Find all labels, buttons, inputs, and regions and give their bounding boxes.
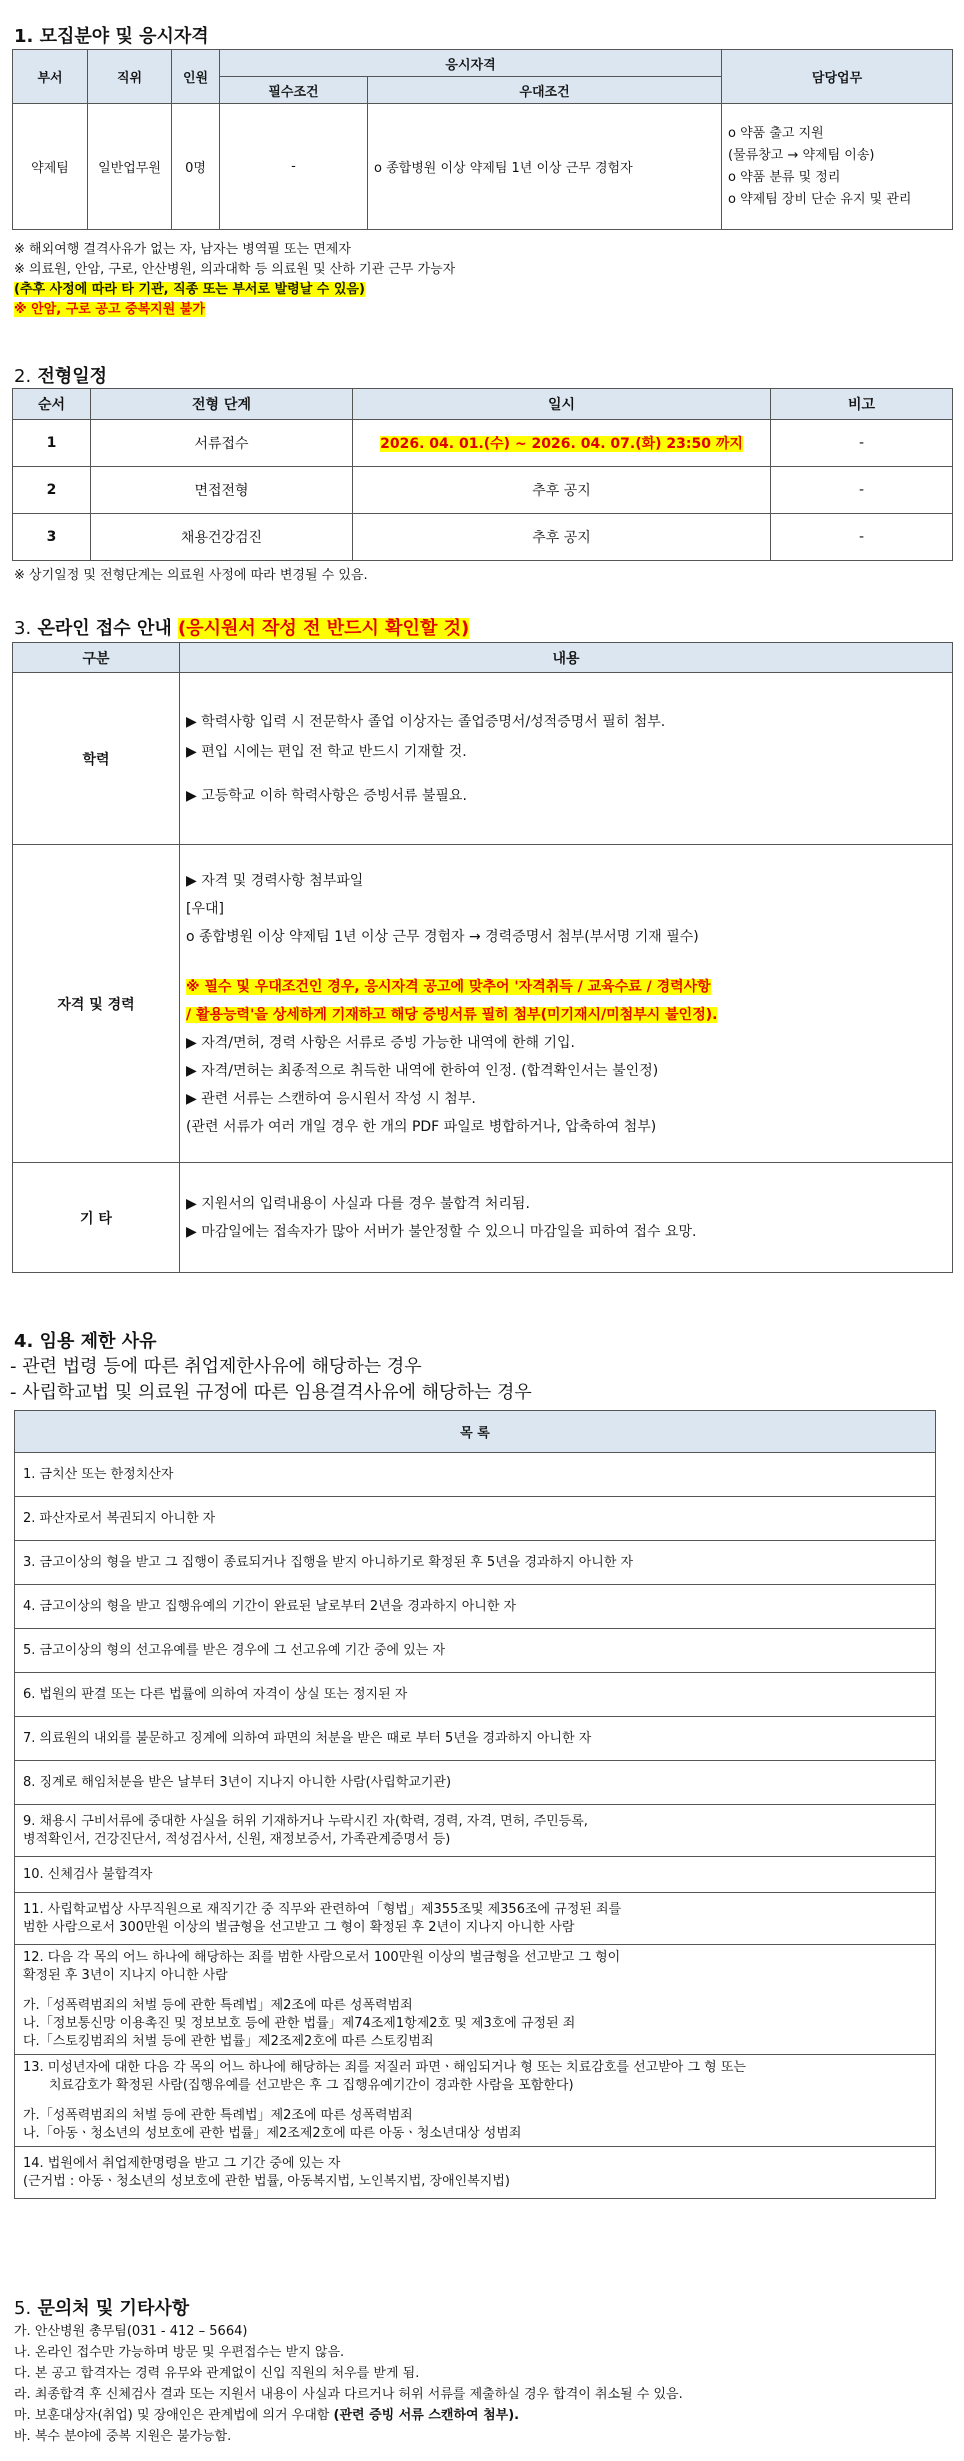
note-bold: (추후 사정에 따라 타 기관, 직종 또는 부서로 발령날 수 있음) xyxy=(14,282,365,297)
table-row: 3 채용건강검진 추후 공지 - xyxy=(13,514,953,561)
list-item: 3. 금고이상의 형을 받고 그 집행이 종료되거나 집행을 받지 아니하기로 확정된 후 5년을 경과하지 아니한 자 xyxy=(15,1541,936,1585)
cell-duty xyxy=(722,104,953,230)
section-5-title: 5. 문의처 및 기타사항 xyxy=(14,2298,190,2319)
th-required: 필수조건 xyxy=(220,77,368,104)
cell-count: 0명 xyxy=(172,104,220,230)
list-item: 6. 법원의 판결 또는 다른 법률에 의하여 자격이 상실 또는 정지된 자 xyxy=(15,1673,936,1717)
s4-intro: - 관련 법령 등에 따른 취업제한사유에 해당하는 경우 - 사립학교법 및 의료원 규정에 따른 임용결격사유에 해당하는 경우 xyxy=(10,1356,532,1403)
th-duty: 담당업무 xyxy=(722,50,953,104)
s5-lines: 가. 안산병원 총무팀(031 - 412 – 5664) 나. 온라인 접수만 가능하며 방문 및 우편접수는 받지 않음. 다. 본 공고 합격자는 경력 유무와 관계없이 신입 직원의 처우를 받게 됨. 라. 최종합격 후 신체검사 결과 또는 지원서 내용이 사실과 다르거나 허위 서류를 제출하실 경우 합격이 취소될 수 있음. 마. 보훈대상자(취업) 및 장애인은 관계법에 의거 우대함 (관련 증빙 서류 스캔하여 첨부). 바. 복수 분야에 중복 지원은 불가능함. xyxy=(14,2324,683,2444)
note-red: ※ 안암, 구로 공고 중복지원 불가 xyxy=(14,302,205,317)
online-guide-table xyxy=(12,642,953,1273)
section-2-title: 2. 전형일정 xyxy=(14,366,108,387)
list-item: 2. 파산자로서 복권되지 아니한 자 xyxy=(15,1497,936,1541)
recruit-table xyxy=(12,49,953,230)
list-item: 14. 법원에서 취업제한명령을 받고 그 기간 중에 있는 자 (근거법 : 아동ㆍ청소년의 성보호에 관한 법률, 아동복지법, 노인복지법, 장애인복지법) xyxy=(15,2147,936,2199)
table-row: 2 면접전형 추후 공지 - xyxy=(13,467,953,514)
list-item: 5. 금고이상의 형의 선고유예를 받은 경우에 그 선고유예 기간 중에 있는 자 xyxy=(15,1629,936,1673)
edu-content: ▶ 학력사항 입력 시 전문학사 졸업 이상자는 졸업증명서/성적증명서 필히 첨부. ▶ 편입 시에는 편입 전 학교 반드시 기재할 것. ▶ 고등학교 이하 학력사항은 증빙서류 불필요. xyxy=(180,673,953,845)
table-row: 1 서류접수 2026. 04. 01.(수) ~ 2026. 04. 07.(화) 23:50 까지 - xyxy=(13,420,953,467)
th-cat: 구분 xyxy=(13,643,180,673)
th-list: 목 록 xyxy=(15,1411,936,1453)
list-item: 7. 의료원의 내외를 불문하고 징계에 의하여 파면의 처분을 받은 때로 부터 5년을 경과하지 아니한 자 xyxy=(15,1717,936,1761)
th-remark: 비고 xyxy=(771,389,953,420)
list-item: 10. 신체검사 불합격자 xyxy=(15,1857,936,1893)
duty-line: o 약제팀 장비 단순 유지 및 관리 xyxy=(728,191,912,207)
th-dept: 부서 xyxy=(13,50,88,104)
section-4-title: 4. 임용 제한 사유 xyxy=(14,1331,157,1352)
list-item: 4. 금고이상의 형을 받고 집행유예의 기간이 완료된 날로부터 2년을 경과하지 아니한 자 xyxy=(15,1585,936,1629)
cell-position: 일반업무원 xyxy=(88,104,172,230)
note-line: ※ 해외여행 결격사유가 없는 자, 남자는 병역필 또는 면제자 xyxy=(14,242,351,257)
list-item: 13. 미성년자에 대한 다음 각 목의 어느 하나에 해당하는 죄를 저질러 파면ㆍ해임되거나 형 또는 치료감호를 선고받아 그 형 또는 치료감호가 확정된 사람(집행유예를 선고받은 후 그 집행유예기간이 경과한 사람을 포함한다) 가.「성폭력범죄의 처벌 등에 관한 특례법」제2조에 따른 성폭력범죄 나.「아동ㆍ청소년의 성보호에 관한 법률」제2조제2호에 따른 아동ㆍ청소년대상 성범죄 xyxy=(15,2055,936,2147)
note-line: ※ 의료원, 안암, 구로, 안산병원, 의과대학 등 의료원 및 산하 기관 근무 가능자 xyxy=(14,262,456,277)
cell-dept: 약제팀 xyxy=(13,104,88,230)
section-1-title: 1. 모집분야 및 응시자격 xyxy=(14,26,209,47)
s2-note: ※ 상기일정 및 전형단계는 의료원 사정에 따라 변경될 수 있음. xyxy=(14,568,368,583)
list-item: 11. 사립학교법상 사무직원으로 재직기간 중 직무와 관련하여「형법」제355조및 제356조에 규정된 죄를 범한 사람으로서 300만원 이상의 벌금형을 선고받고 그 형이 확정된 후 2년이 지나지 아니한 사람 xyxy=(15,1893,936,1945)
cell-required: - xyxy=(220,104,368,230)
section-3-title: 3. 온라인 접수 안내 (응시원서 작성 전 반드시 확인할 것) xyxy=(14,618,470,639)
th-position: 직위 xyxy=(88,50,172,104)
restriction-table xyxy=(14,1410,936,2199)
th-order: 순서 xyxy=(13,389,91,420)
s1-notes xyxy=(14,240,455,320)
th-stage: 전형 단계 xyxy=(91,389,353,420)
list-item: 9. 채용시 구비서류에 중대한 사실을 허위 기재하거나 누락시킨 자(학력, 경력, 자격, 면허, 주민등록, 병적확인서, 건강진단서, 적성검사서, 신원, 재정보증서, 가족관계증명서 등) xyxy=(15,1805,936,1857)
cell-preferred: o 종합병원 이상 약제팀 1년 이상 근무 경험자 xyxy=(368,104,722,230)
etc-content: ▶ 지원서의 입력내용이 사실과 다를 경우 불합격 처리됨. ▶ 마감일에는 접속자가 많아 서버가 불안정할 수 있으니 마감일을 피하여 접수 요망. xyxy=(180,1163,953,1273)
duty-line: o 약품 출고 지원 xyxy=(728,125,824,141)
duty-line: (물류창고 → 약제팀 이송) xyxy=(728,147,875,163)
list-item: 8. 징계로 해임처분을 받은 날부터 3년이 지나지 아니한 사람(사립학교기관) xyxy=(15,1761,936,1805)
th-content: 내용 xyxy=(180,643,953,673)
th-qual: 응시자격 xyxy=(220,50,722,77)
th-preferred: 우대조건 xyxy=(368,77,722,104)
list-item: 1. 금치산 또는 한정치산자 xyxy=(15,1453,936,1497)
edu-label: 학력 xyxy=(13,673,180,845)
list-item: 12. 다음 각 목의 어느 하나에 해당하는 죄를 범한 사람으로서 100만원 이상의 벌금형을 선고받고 그 형이 확정된 후 3년이 지나지 아니한 사람 가.「성폭력범죄의 처벌 등에 관한 특례법」제2조에 따른 성폭력범죄 나.「정보통신망 이용촉진 및 정보보호 등에 관한 법률」제74조제1항제2호 및 제3호에 규정된 죄 다.「스토킹범죄의 처벌 등에 관한 법률」제2조제2호에 따른 스토킹범죄 xyxy=(15,1945,936,2055)
career-content: ▶ 자격 및 경력사항 첨부파일 [우대] o 종합병원 이상 약제팀 1년 이상 근무 경험자 → 경력증명서 첨부(부서명 기재 필수) ※ 필수 및 우대조건인 경우, 응시자격 공고에 맞추어 '자격취득 / 교육수료 / 경력사항 / 활용능력'을 상세하게 기재하고 해당 증빙서류 필히 첨부(미기재시/미첨부시 불인정). ▶ 자격/면허, 경력 사항은 서류로 증빙 가능한 내역에 한해 기입. ▶ 자격/면허는 최종적으로 취득한 내역에 한하여 인정. (합격확인서는 불인정) ▶ 관련 서류는 스캔하여 응시원서 작성 시 첨부. (관련 서류가 여러 개일 경우 한 개의 PDF 파일로 병합하거나, 압축하여 첨부) xyxy=(180,845,953,1163)
th-date: 일시 xyxy=(353,389,771,420)
duty-line: o 약품 분류 및 정리 xyxy=(728,169,841,185)
application-period: 2026. 04. 01.(수) ~ 2026. 04. 07.(화) 23:50 까지 xyxy=(380,436,743,452)
th-count: 인원 xyxy=(172,50,220,104)
schedule-table xyxy=(12,388,953,561)
career-label: 자격 및 경력 xyxy=(13,845,180,1163)
etc-label: 기 타 xyxy=(13,1163,180,1273)
